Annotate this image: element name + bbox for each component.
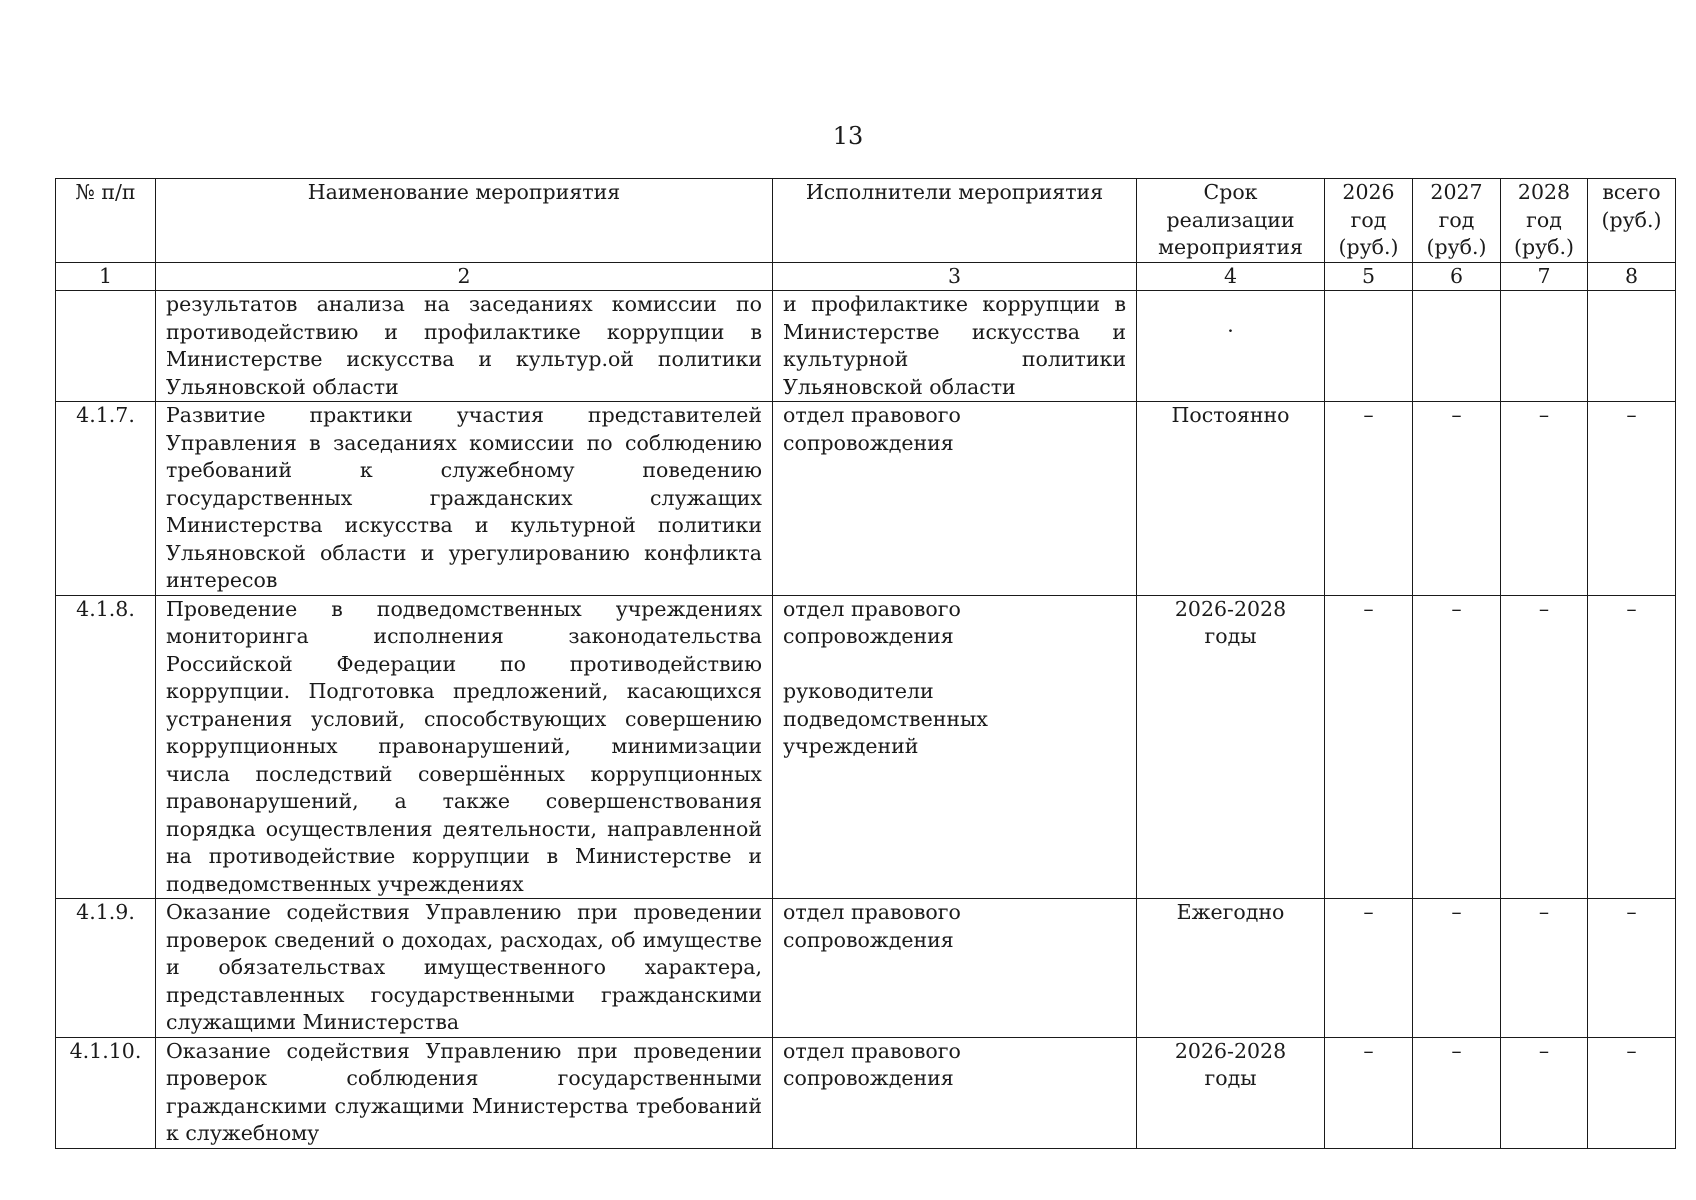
amount-2028: –	[1501, 899, 1588, 1038]
header-number: № п/п	[56, 179, 156, 263]
table-row	[56, 291, 1676, 402]
column-number: 8	[1588, 263, 1676, 291]
table-header-row	[56, 179, 1676, 263]
amount-2028: –	[1501, 402, 1588, 596]
measure-executors	[773, 291, 1137, 402]
header-executors: Исполнители мероприятия	[773, 179, 1137, 263]
column-number-row	[56, 263, 1676, 291]
header-measure-name: Наименование мероприятия	[156, 179, 773, 263]
executor: отдел правового сопровождения	[783, 596, 961, 648]
amount-2026: –	[1325, 595, 1413, 899]
executor: и профилактике коррупции в Министерстве искусства и культурной политики Ульяновской области	[783, 292, 1126, 399]
measure-term: Ежегодно	[1137, 899, 1325, 1038]
amount-2027: –	[1413, 899, 1501, 1038]
header-total: всего (руб.)	[1588, 179, 1676, 263]
amount-2027: –	[1413, 595, 1501, 899]
header-2027: 2027 год (руб.)	[1413, 179, 1501, 263]
amount-total: –	[1588, 595, 1676, 899]
measure-name: результатов анализа на заседаниях комиссии по противодействию и профилактике коррупции в Министерстве искусства и культур.ой политики Ульяновской области	[156, 291, 773, 402]
table-row	[56, 899, 1676, 1038]
executor: отдел правового сопровождения	[783, 403, 961, 455]
row-number: 4.1.10.	[56, 1037, 156, 1148]
amount-2027: –	[1413, 402, 1501, 596]
table-row	[56, 595, 1676, 899]
amount-2028: –	[1501, 1037, 1588, 1148]
column-number: 2	[156, 263, 773, 291]
amount-2027	[1413, 291, 1501, 402]
amount-total: –	[1588, 402, 1676, 596]
measure-executors	[773, 899, 1137, 1038]
measure-executors	[773, 1037, 1137, 1148]
amount-total: –	[1588, 1037, 1676, 1148]
term-mark: ·	[1227, 319, 1234, 343]
header-term: Срок реализации мероприятия	[1137, 179, 1325, 263]
amount-total	[1588, 291, 1676, 402]
measures-table	[55, 178, 1676, 1149]
header-2028: 2028 год (руб.)	[1501, 179, 1588, 263]
header-2026: 2026 год (руб.)	[1325, 179, 1413, 263]
measure-term: Постоянно	[1137, 402, 1325, 596]
measure-term: 2026-2028 годы	[1137, 1037, 1325, 1148]
row-number: 4.1.8.	[56, 595, 156, 899]
page-number: 13	[832, 122, 864, 150]
amount-2026	[1325, 291, 1413, 402]
measure-name: Проведение в подведомственных учреждениях мониторинга исполнения законодательства Российской Федерации по противодействию коррупции. Подготовка предложений, касающихся устранения условий, способствующих совершению коррупционных правонарушений, минимизации числа последствий совершённых коррупционных правонарушений, а также совершенствования порядка осуществления деятельности, направленной на противодействие коррупции в Министерстве и подведомственных учреждениях	[156, 595, 773, 899]
measure-executors	[773, 402, 1137, 596]
row-number: 4.1.9.	[56, 899, 156, 1038]
row-number	[56, 291, 156, 402]
amount-2026: –	[1325, 402, 1413, 596]
measure-name: Оказание содействия Управлению при проведении проверок соблюдения государственными гражданскими служащими Министерства требований к служебному	[156, 1037, 773, 1148]
table-row	[56, 1037, 1676, 1148]
column-number: 3	[773, 263, 1137, 291]
amount-2026: –	[1325, 899, 1413, 1038]
column-number: 7	[1501, 263, 1588, 291]
executor: отдел правового сопровождения	[783, 1038, 961, 1090]
column-number: 6	[1413, 263, 1501, 291]
table-row	[56, 402, 1676, 596]
measure-term: 2026-2028 годы	[1137, 595, 1325, 899]
row-number: 4.1.7.	[56, 402, 156, 596]
executor-gap	[783, 651, 1126, 679]
amount-2028	[1501, 291, 1588, 402]
measure-name: Оказание содействия Управлению при проведении проверок сведений о доходах, расходах, об имуществе и обязательствах имущественного характера, представленных государственными гражданскими служащими Министерства	[156, 899, 773, 1038]
executor: отдел правового сопровождения	[783, 900, 961, 952]
column-number: 4	[1137, 263, 1325, 291]
column-number: 5	[1325, 263, 1413, 291]
measure-executors	[773, 595, 1137, 899]
amount-2027: –	[1413, 1037, 1501, 1148]
executor: руководители подведомственных учреждений	[783, 679, 988, 758]
amount-2026: –	[1325, 1037, 1413, 1148]
column-number: 1	[56, 263, 156, 291]
amount-2028: –	[1501, 595, 1588, 899]
measure-term	[1137, 291, 1325, 402]
measure-name: Развитие практики участия представителей Управления в заседаниях комиссии по соблюдению требований к служебному поведению государственных гражданских служащих Министерства искусства и культурной политики Ульяновской области и урегулированию конфликта интересов	[156, 402, 773, 596]
amount-total: –	[1588, 899, 1676, 1038]
